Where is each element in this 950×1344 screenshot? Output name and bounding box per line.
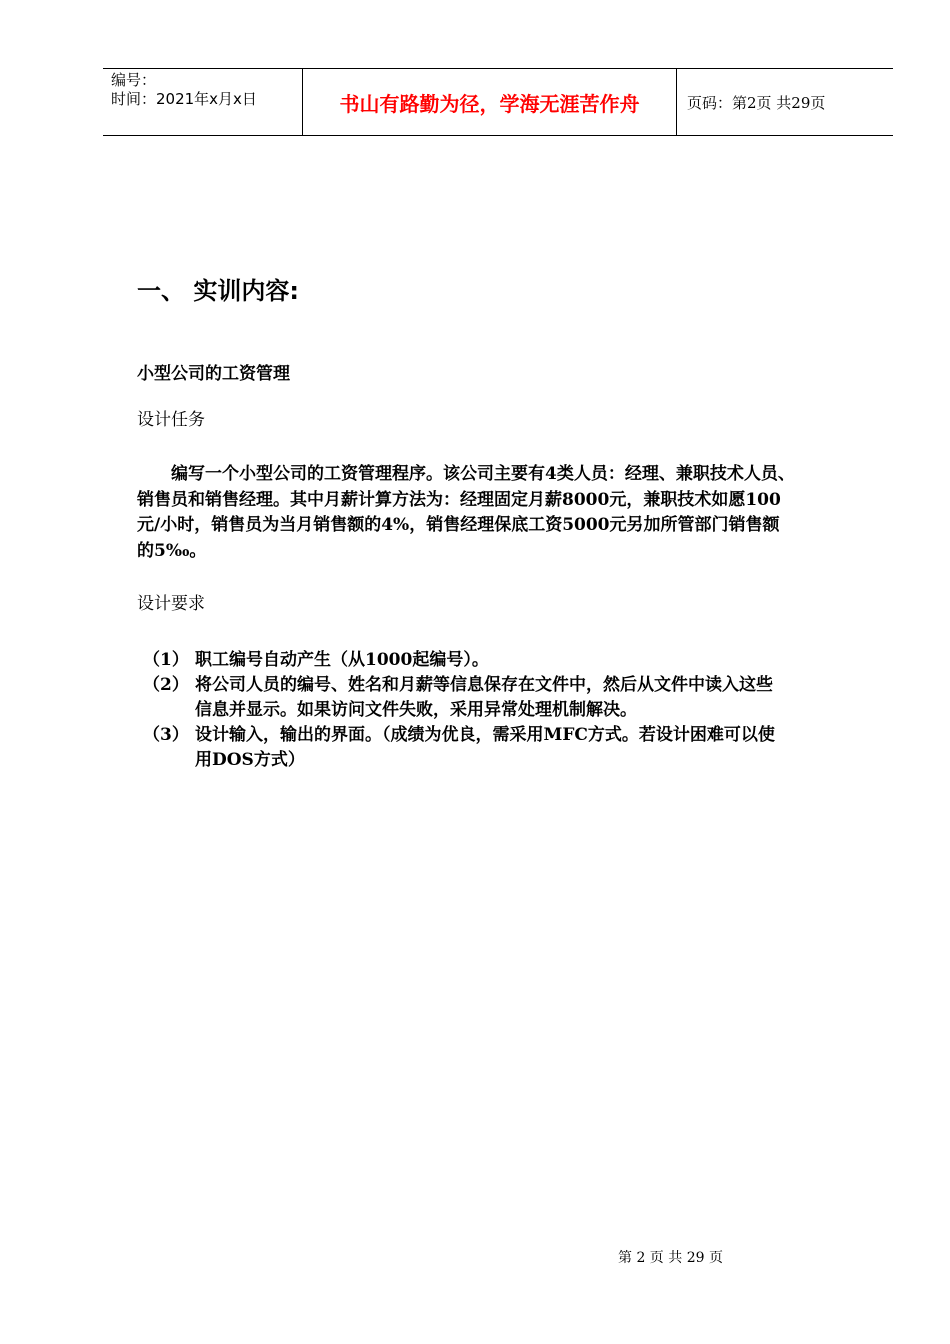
section-title: 小型公司的工资管理 <box>137 364 290 384</box>
list-item-line: 信息并显示。如果访问文件失败，采用异常处理机制解决。 <box>195 700 637 720</box>
page-footer: 第 2 页 共 29 页 <box>618 1250 723 1266</box>
list-item-text <box>195 673 863 723</box>
section-heading: 一、 实训内容: <box>137 277 299 305</box>
list-item <box>143 648 863 673</box>
list-item-line: 将公司人员的编号、姓名和月薪等信息保存在文件中，然后从文件中读入这些 <box>195 675 773 695</box>
requirements-list <box>143 648 863 773</box>
document-number-label: 编号： <box>111 71 157 89</box>
document-time: 时间：2021年x月x日 <box>111 90 257 108</box>
list-item-line: 职工编号自动产生（从1000起编号）。 <box>195 650 489 670</box>
task-line: 编写一个小型公司的工资管理程序。该公司主要有4类人员：经理、兼职技术人员、 <box>171 464 795 484</box>
list-item-text <box>195 723 863 773</box>
list-item-text <box>195 648 863 673</box>
task-line: 的5‰。 <box>137 540 207 561</box>
list-item-line: 用DOS方式） <box>195 750 305 770</box>
page-header <box>103 68 893 136</box>
list-item-line: 设计输入，输出的界面。（成绩为优良，需采用MFC方式。若设计困难可以使 <box>195 725 775 745</box>
list-item-number: （1） <box>143 650 189 670</box>
list-item-number: （3） <box>143 725 189 745</box>
task-paragraph <box>137 462 862 564</box>
task-label: 设计任务 <box>137 410 205 430</box>
header-meta <box>103 69 303 135</box>
header-page-code: 页码：第2页 共29页 <box>687 93 826 112</box>
requirements-label: 设计要求 <box>137 594 205 614</box>
list-item <box>143 723 863 773</box>
header-motto: 书山有路勤为径，学海无涯苦作舟 <box>303 69 677 135</box>
list-item <box>143 673 863 723</box>
list-item-number: （2） <box>143 675 189 695</box>
task-line: 销售员和销售经理。其中月薪计算方法为：经理固定月薪8000元，兼职技术如愿100 <box>137 489 781 510</box>
task-line: 元/小时，销售员为当月销售额的4%，销售经理保底工资5000元另加所管部门销售额 <box>137 515 780 535</box>
